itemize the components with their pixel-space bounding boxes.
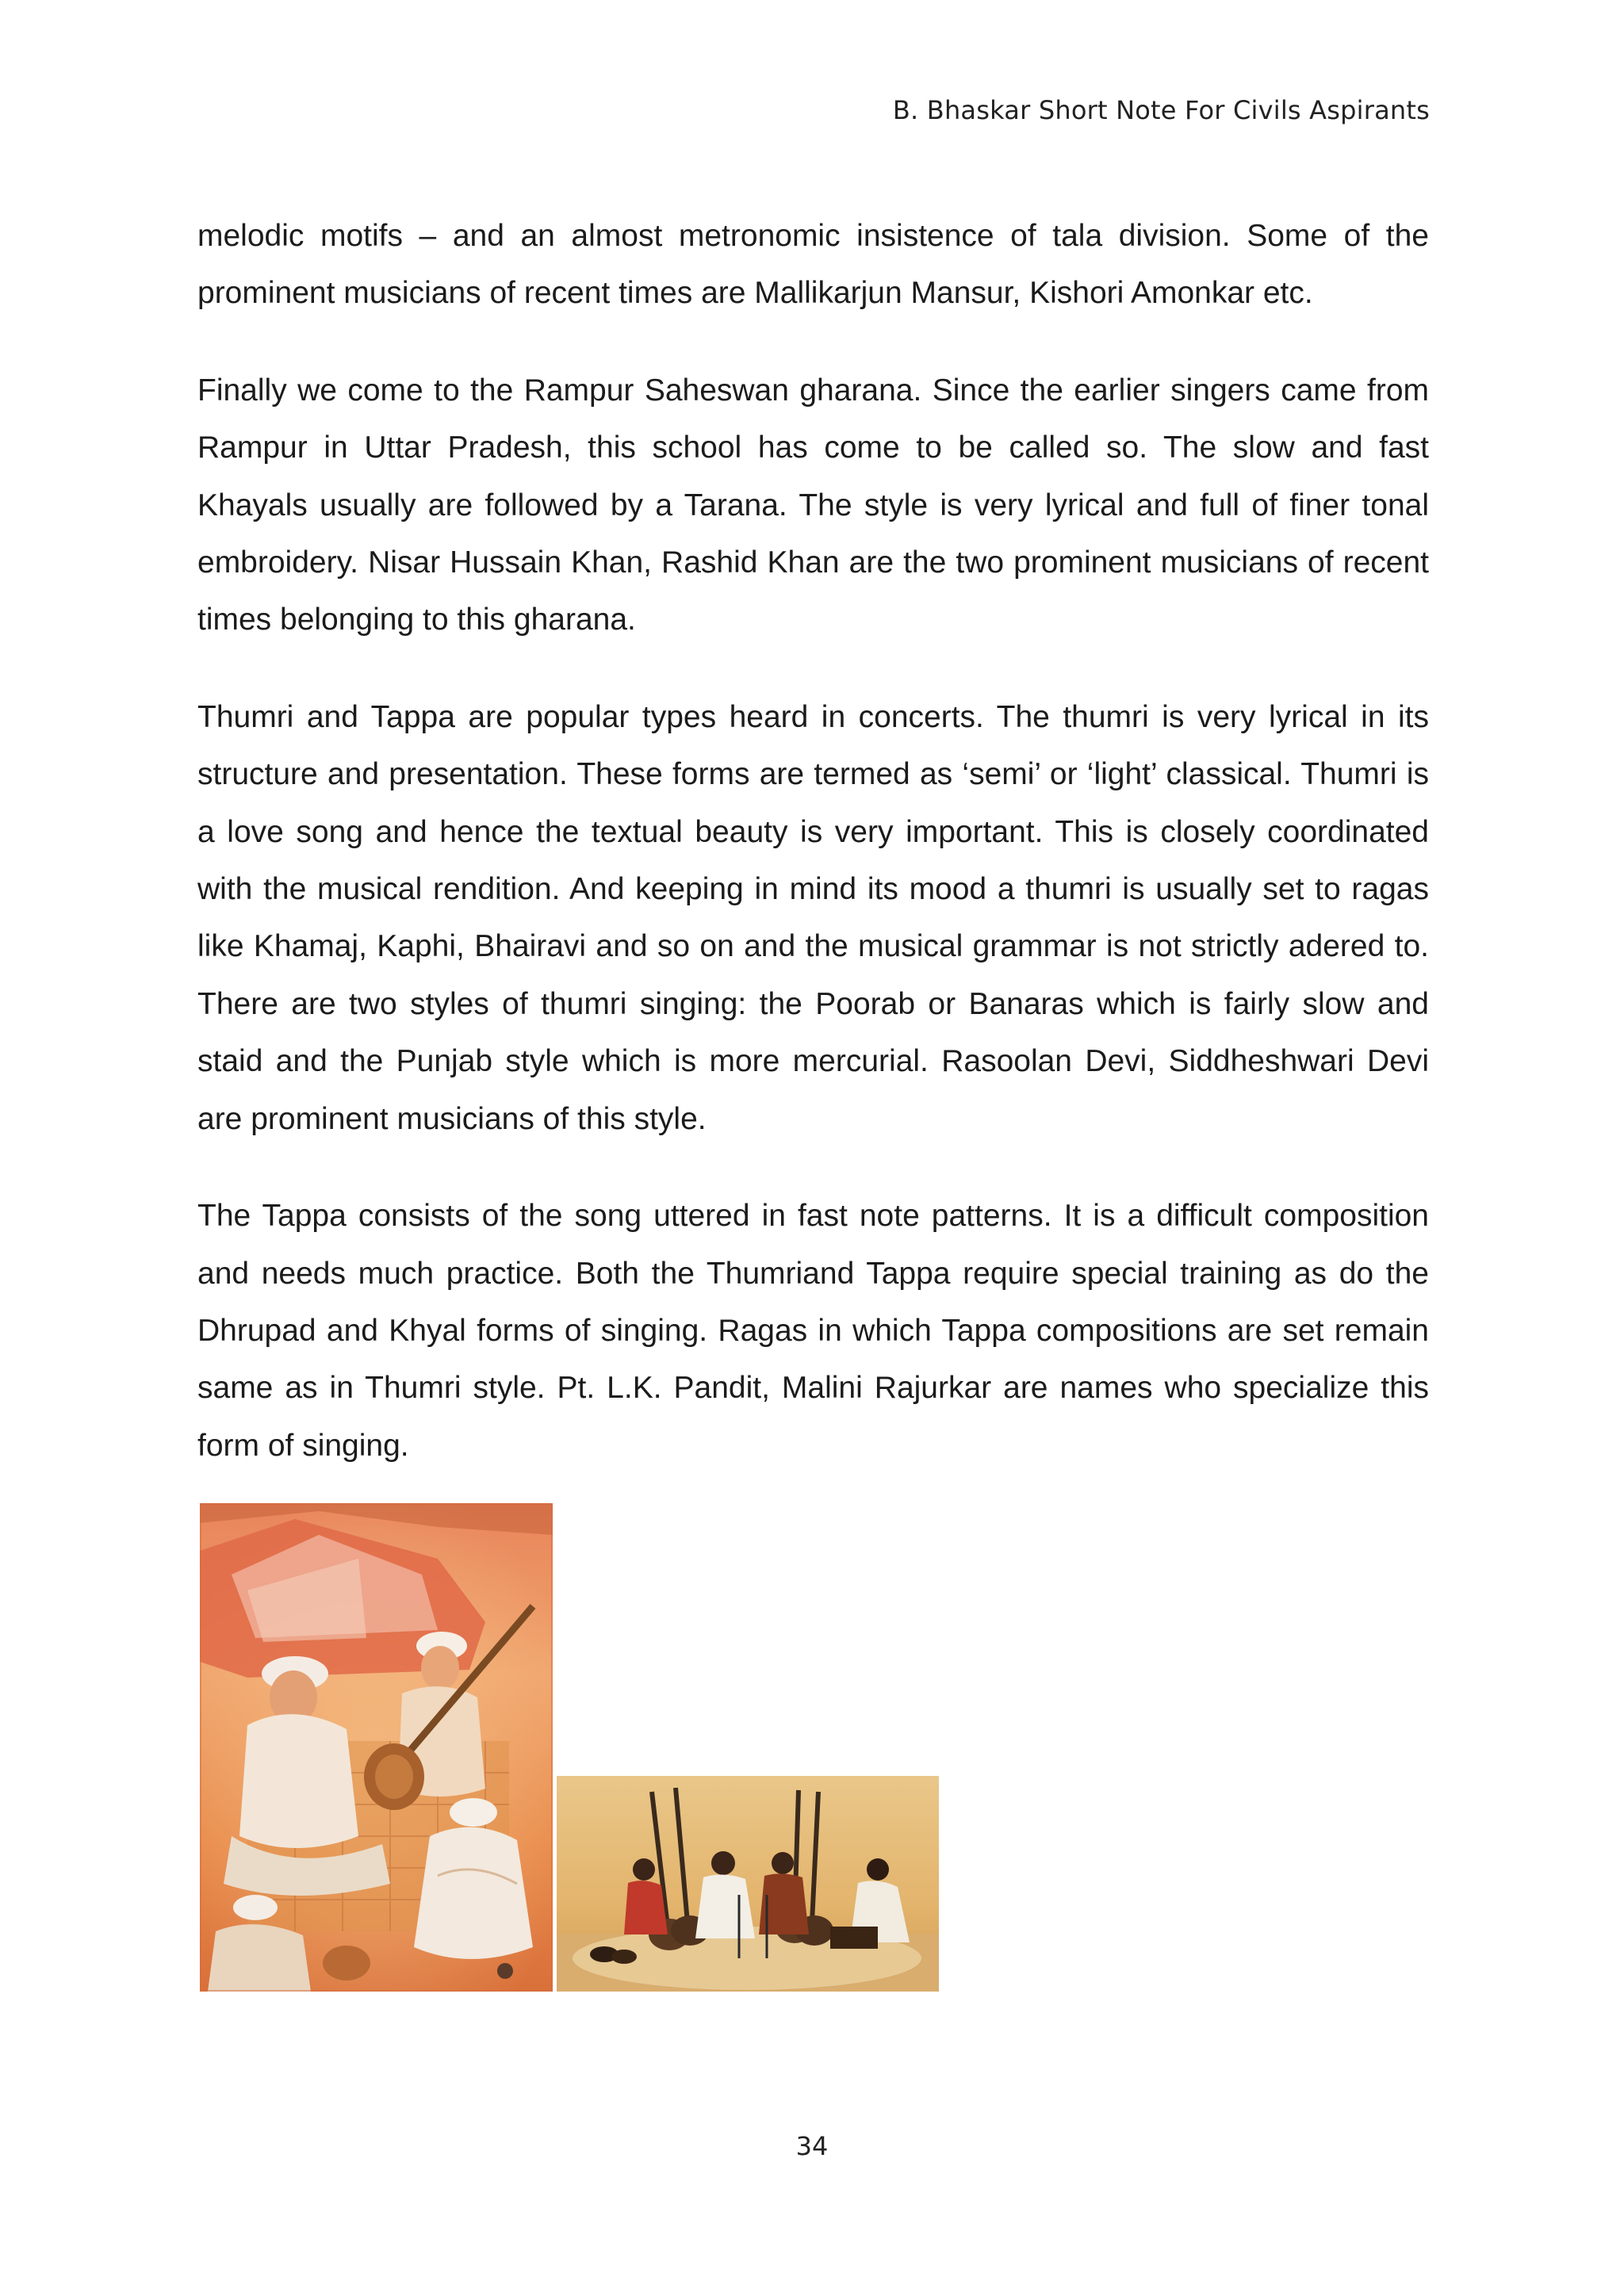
paragraph: melodic motifs – and an almost metronomic insistence of tala division. Some of the prominent musicians of recent times are Mallikarjun Mansur, Kishori Amonkar etc. <box>197 219 1429 311</box>
page-number: 34 <box>795 2131 829 2161</box>
figure-group <box>200 1503 939 1992</box>
running-header: B. Bhaskar Short Note For Civils Aspirants <box>892 95 1430 125</box>
body-text <box>197 208 1429 1514</box>
concert-photo-image <box>557 1776 939 1992</box>
paragraph: Finally we come to the Rampur Saheswan gharana. Since the earlier singers came from Rampur in Uttar Pradesh, this school has come to be called so. The slow and fast Khayals usually are followed by a Tarana. The style is very lyrical and full of finer tonal embroidery. Nisar Hussain Khan, Rashid Khan are the two prominent musicians of recent times belonging to this gharana. <box>197 373 1429 637</box>
miniature-painting-image <box>200 1503 553 1992</box>
paragraph: The Tappa consists of the song uttered in fast note patterns. It is a difficult composition and needs much practice. Both the Thumriand Tappa require special training as do the Dhrupad and Khyal forms of singing. Ragas in which Tappa compositions are set remain same as in Thumri style. Pt. L.K. Pandit, Malini Rajurkar are names who specialize this form of singing. <box>197 1199 1429 1463</box>
paragraph: Thumri and Tappa are popular types heard in concerts. The thumri is very lyrical in its structure and presentation. These forms are termed as ‘semi’ or ‘light’ classical. Thumri is a love song and hence the textual beauty is very important. This is closely coordinated with the musical rendition. And keeping in mind its mood a thumri is usually set to ragas like Khamaj, Kaphi, Bhairavi and so on and the musical grammar is not strictly adered to. There are two styles of thumri singing: the Poorab or Banaras which is fairly slow and staid and the Punjab style which is more mercurial. Rasoolan Devi, Siddheshwari Devi are prominent musicians of this style. <box>197 699 1429 1136</box>
